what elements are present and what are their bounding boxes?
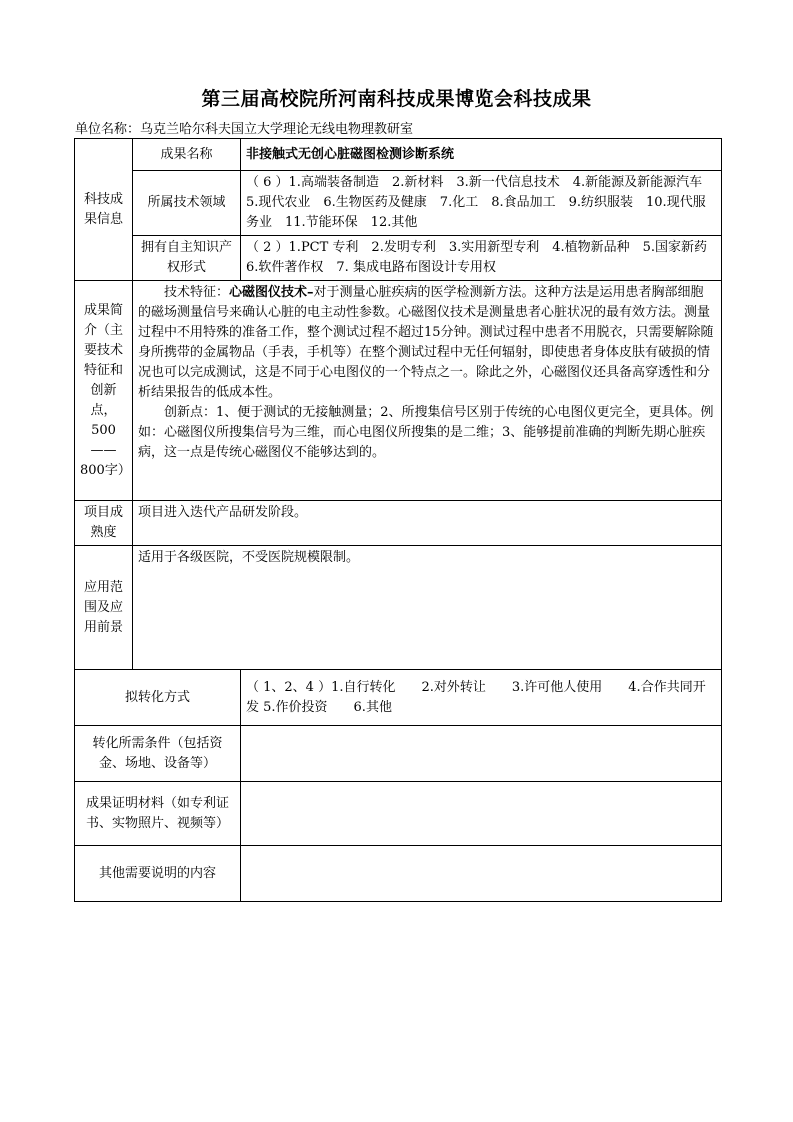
page-title: 第三届高校院所河南科技成果博览会科技成果: [201, 88, 592, 110]
transfer-label: 拟转化方式: [75, 670, 241, 726]
intro-label: 成果简介（主要技术特征和创新点，500——800字）: [75, 281, 133, 501]
info-section-label: 科技成果信息: [75, 139, 133, 281]
field-value: （ 6 ）1.高端装备制造 2.新材料 3.新一代信息技术 4.新能源及新能源汽车 5.现代农业 6.生物医药及健康 7.化工 8.食品加工 9.纺织服装 10.现代服务业 11.节能环保 12.其他: [241, 171, 722, 236]
field-label: 所属技术领域: [133, 171, 241, 236]
conditions-label: 转化所需条件（包括资金、场地、设备等）: [75, 726, 241, 782]
intro-content: [133, 281, 722, 501]
name-label: 成果名称: [133, 139, 241, 171]
achievement-form: [74, 138, 722, 902]
name-value: 非接触式无创心脏磁图检测诊断系统: [241, 139, 722, 171]
innovation-paragraph: 创新点：1、便于测试的无接触测量；2、所搜集信号区别于传统的心电图仪更完全，更具体。例如：心磁图仪所搜集信号为三维，而心电图仪所搜集的是二维；3、能够提前准确的判断先期心脏疾病，这一点是传统心磁图仪不能够达到的。: [138, 405, 714, 460]
ip-label: 拥有自主知识产权形式: [133, 236, 241, 281]
conditions-value: [241, 726, 722, 782]
proof-label: 成果证明材料（如专利证书、实物照片、视频等）: [75, 782, 241, 846]
other-value: [241, 846, 722, 902]
tech-bold: 心磁图仪技术–: [229, 285, 314, 300]
other-label: 其他需要说明的内容: [75, 846, 241, 902]
maturity-label: 项目成熟度: [75, 501, 133, 546]
application-label: 应用范围及应用前景: [75, 546, 133, 670]
ip-value: （ 2 ）1.PCT 专利 2.发明专利 3.实用新型专利 4.植物新品种 5.国家新药 6.软件著作权 7. 集成电路布图设计专用权: [241, 236, 722, 281]
tech-text: 对于测量心脏疾病的医学检测新方法。这种方法是运用患者胸部细胞的磁场测量信号来确认心脏的电主动性参数。心磁图仪技术是测量患者心脏状况的最有效方法。测量过程中不用特殊的准备工作，整个测试过程不超过15分钟。测试过程中患者不用脱衣，只需要解除随身所携带的金属物品（手表，手机等）在整个测试过程中无任何辐射，即使患者身体皮肤有破损的情况也可以完成测试，这是不同于心电图仪的一个特点之一。除此之外，心磁图仪还具备高穿透性和分析结果报告的低成本性。: [138, 285, 714, 400]
tech-prefix: 技术特征：: [164, 285, 230, 300]
unit-name: 单位名称：乌克兰哈尔科夫国立大学理论无线电物理教研室: [75, 122, 414, 137]
transfer-value: （ 1、2、4 ）1.自行转化 2.对外转让 3.许可他人使用 4.合作共同开发 5.作价投资 6.其他: [241, 670, 722, 726]
tech-paragraph: [138, 283, 716, 403]
proof-value: [241, 782, 722, 846]
application-value: 适用于各级医院，不受医院规模限制。: [133, 546, 722, 670]
maturity-value: 项目进入迭代产品研发阶段。: [133, 501, 722, 546]
